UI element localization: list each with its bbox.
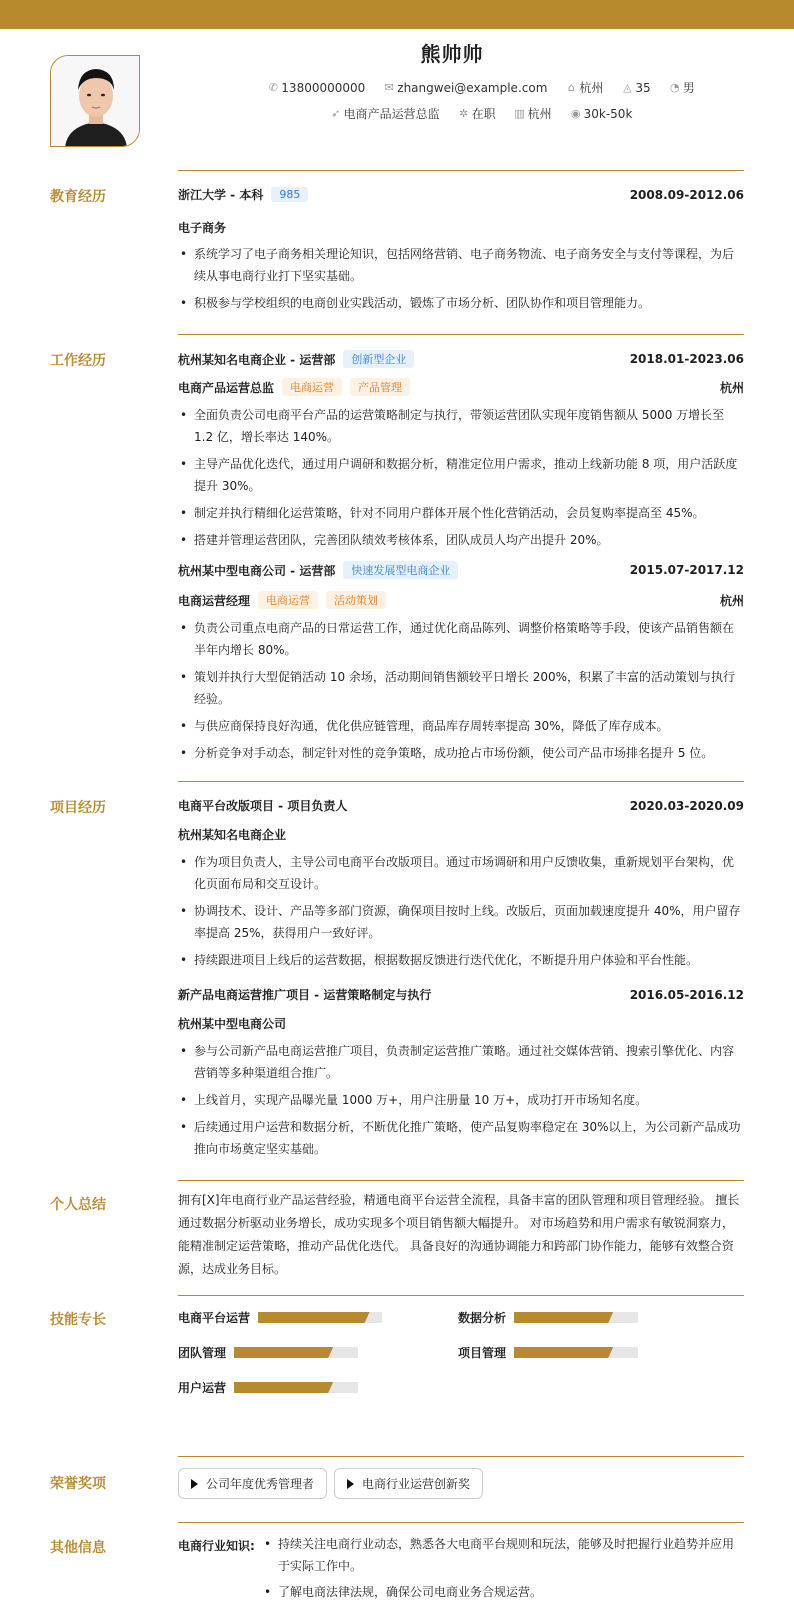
salary-item <box>570 107 633 121</box>
skill-tag: 电商运营 <box>282 378 342 396</box>
section-title-education: 教育经历 <box>50 189 106 205</box>
list-item: • 系统学习了电子商务相关理论知识，包括网络营销、电子商务物流、电子商务安全与支付等课程，为后续从事电商行业打下坚实基础。 <box>178 243 744 287</box>
status-item <box>458 105 496 122</box>
section-title-awards: 荣誉奖项 <box>50 1476 106 1492</box>
list-item: • 分析竞争对手动态，制定针对性的竞争策略，成功抢占市场份额，使公司产品市场排名提升 5 位。 <box>178 742 744 764</box>
work-bullets <box>178 404 744 556</box>
list-item: • 协调技术、设计、产品等多部门资源，确保项目按时上线。改版后，页面加载速度提升 40%，用户留存率提高 25%，获得用户一致好评。 <box>178 900 744 944</box>
award-chip <box>334 1468 483 1499</box>
job-intent-row <box>170 105 794 122</box>
skill-bar-fill <box>514 1347 613 1358</box>
work-date: 2015.07-2017.12 <box>629 563 744 577</box>
list-item: • 后续通过用户运营和数据分析，不断优化推广策略，使产品复购率稳定在 30%以上，为公司新产品成功推向市场奠定坚实基础。 <box>178 1116 744 1160</box>
company-name: 杭州某知名电商企业 - 运营部 <box>178 352 336 367</box>
list-item: • 积极参与学校组织的电商创业实践活动，锻炼了市场分析、团队协作和项目管理能力。 <box>178 292 744 314</box>
list-item: • 与供应商保持良好沟通，优化供应链管理，商品库存周转率提高 30%，降低了库存成本。 <box>178 715 744 737</box>
list-item: • 制定并执行精细化运营策略，针对不同用户群体开展个性化营销活动，会员复购率提高至 45%。 <box>178 502 744 524</box>
major: 电子商务 <box>178 221 227 235</box>
divider <box>178 1295 744 1296</box>
project-company: 杭州某知名电商企业 <box>178 828 287 842</box>
section-title-work: 工作经历 <box>50 353 106 369</box>
skill-bar-fill <box>234 1382 333 1393</box>
position-item <box>330 105 440 122</box>
list-item: • 策划并执行大型促销活动 10 余场，活动期间销售额较平日增长 200%，积累了丰富的活动策划与执行经验。 <box>178 666 744 710</box>
project-date: 2020.03-2020.09 <box>629 798 744 813</box>
project-bullets <box>178 1040 744 1165</box>
divider <box>178 781 744 782</box>
city-item <box>565 79 603 96</box>
education-bullets <box>178 243 744 319</box>
award-label: 电商行业运营创新奖 <box>362 1477 471 1491</box>
skill-tag: 活动策划 <box>326 591 386 609</box>
target-city-text: 杭州 <box>527 107 552 121</box>
list-item: • 了解电商法律法规，确保公司电商业务合规运营。 <box>264 1581 744 1603</box>
skill-name: 团队管理 <box>178 1346 227 1360</box>
project-header <box>178 986 744 1003</box>
divider <box>178 1456 744 1457</box>
role-title: 电商运营经理 <box>178 593 251 608</box>
mail-icon: ✉ <box>384 80 394 94</box>
skill-item <box>458 1344 638 1361</box>
skill-tag: 产品管理 <box>350 378 410 396</box>
work-role-row <box>178 591 744 609</box>
project-date: 2016.05-2016.12 <box>629 987 744 1002</box>
avatar <box>50 55 140 147</box>
skill-bar <box>514 1347 638 1358</box>
top-accent-bar <box>0 0 794 29</box>
gender-item <box>669 79 695 96</box>
gear-icon: ✲ <box>458 106 469 120</box>
skill-bar-fill <box>258 1312 370 1323</box>
email-text: zhangwei@example.com <box>397 80 548 95</box>
cake-icon: ◬ <box>623 80 632 94</box>
skill-bar <box>258 1312 382 1323</box>
work-header <box>178 350 744 368</box>
list-item: • 全面负责公司电商平台产品的运营策略制定与执行，带领运营团队实现年度销售额从 5000 万增长至 1.2 亿，增长率达 140%。 <box>178 404 744 448</box>
skill-bar <box>234 1347 358 1358</box>
school-tag: 985 <box>271 187 308 202</box>
section-title-summary: 个人总结 <box>50 1197 106 1213</box>
work-role-row <box>178 378 744 396</box>
skill-bar-fill <box>514 1312 613 1323</box>
position-text: 电商产品运营总监 <box>343 107 440 121</box>
other-label: 电商行业知识: <box>178 1539 255 1553</box>
age-item <box>621 81 650 95</box>
skill-name: 数据分析 <box>458 1311 507 1325</box>
company-name: 杭州某中型电商公司 - 运营部 <box>178 563 336 578</box>
skill-name: 项目管理 <box>458 1346 507 1360</box>
list-item: • 持续关注电商行业动态，熟悉各大电商平台规则和玩法，能够及时把握行业趋势并应用于实际工作中。 <box>264 1533 744 1577</box>
list-item: • 作为项目负责人，主导公司电商平台改版项目。通过市场调研和用户反馈收集，重新规划平台架构，优化页面布局和交互设计。 <box>178 851 744 895</box>
education-date: 2008.09-2012.06 <box>629 187 744 202</box>
award-label: 公司年度优秀管理者 <box>206 1477 315 1491</box>
school-name: 浙江大学 - 本科 <box>178 188 264 202</box>
play-icon <box>191 1479 198 1489</box>
divider <box>178 1522 744 1523</box>
status-text: 在职 <box>471 107 496 121</box>
skill-item <box>178 1379 358 1396</box>
email-item <box>383 81 547 95</box>
list-item: • 搭建并管理运营团队，完善团队绩效考核体系，团队成员人均产出提升 20%。 <box>178 529 744 551</box>
section-title-other: 其他信息 <box>50 1540 106 1556</box>
coin-icon: ◉ <box>570 106 581 120</box>
award-chip <box>178 1468 327 1499</box>
project-title: 新产品电商运营推广项目 - 运营策略制定与执行 <box>178 988 432 1002</box>
contact-row <box>170 79 794 96</box>
company-tag: 创新型企业 <box>343 350 414 368</box>
building-icon: ▥ <box>514 106 525 120</box>
work-date: 2018.01-2023.06 <box>629 352 744 366</box>
skill-item <box>458 1309 638 1326</box>
gender-icon: ◔ <box>669 80 680 94</box>
education-header <box>178 186 744 203</box>
target-city-item <box>514 105 552 122</box>
divider <box>178 170 744 171</box>
city-text: 杭州 <box>579 81 604 95</box>
skill-bar <box>234 1382 358 1393</box>
section-title-project: 项目经历 <box>50 800 106 816</box>
gender-text: 男 <box>682 81 695 95</box>
list-item: • 持续跟进项目上线后的运营数据，根据数据反馈进行迭代优化，不断提升用户体验和平台性能。 <box>178 949 744 971</box>
divider <box>178 1180 744 1181</box>
skill-item <box>178 1309 382 1326</box>
project-company: 杭州某中型电商公司 <box>178 1017 287 1031</box>
list-item: • 上线首月，实现产品曝光量 1000 万+，用户注册量 10 万+，成功打开市场知名度。 <box>178 1089 744 1111</box>
summary-text: 拥有[X]年电商行业产品运营经验，精通电商平台运营全流程，具备丰富的团队管理和项目管理经验。 擅长通过数据分析驱动业务增长，成功实现多个项目销售额大幅提升。 对市场趋势和用户需求有敏锐洞察力，能精准制定运营策略，推动产品优化迭代。 具备良好的沟通协调能力和跨部门协作能力，能够有效整合资源，达成业务目标。 <box>178 1193 740 1276</box>
home-icon: ⌂ <box>567 80 575 94</box>
company-tag: 快速发展型电商企业 <box>343 561 458 579</box>
work-city: 杭州 <box>719 593 744 608</box>
phone-item <box>267 81 365 95</box>
project-header <box>178 797 744 814</box>
list-item: • 主导产品优化迭代，通过用户调研和数据分析，精准定位用户需求，推动上线新功能 8 项，用户活跃度提升 30%。 <box>178 453 744 497</box>
work-bullets <box>178 617 744 769</box>
work-header <box>178 561 744 579</box>
divider <box>178 334 744 335</box>
role-title: 电商产品运营总监 <box>178 380 275 395</box>
skill-bar <box>514 1312 638 1323</box>
phone-icon: ✆ <box>268 80 278 94</box>
list-item: • 负责公司重点电商产品的日常运营工作，通过优化商品陈列、调整价格策略等手段，使该产品销售额在半年内增长 80%。 <box>178 617 744 661</box>
play-icon <box>347 1479 354 1489</box>
send-icon: ➶ <box>330 106 341 120</box>
project-title: 电商平台改版项目 - 项目负责人 <box>178 799 348 813</box>
list-item: • 参与公司新产品电商运营推广项目，负责制定运营推广策略。通过社交媒体营销、搜索引擎优化、内容营销等多种渠道组合推广。 <box>178 1040 744 1084</box>
work-city: 杭州 <box>719 380 744 395</box>
salary-text: 30k-50k <box>583 106 633 121</box>
skill-item <box>178 1344 358 1361</box>
age-text: 35 <box>635 80 651 95</box>
skill-name: 用户运营 <box>178 1381 227 1395</box>
skill-bar-fill <box>234 1347 333 1358</box>
candidate-name: 熊帅帅 <box>420 42 484 66</box>
section-title-skills: 技能专长 <box>50 1312 106 1328</box>
project-bullets <box>178 851 744 976</box>
phone-text: 13800000000 <box>281 80 366 95</box>
skill-name: 电商平台运营 <box>178 1311 251 1325</box>
other-bullets <box>264 1533 744 1607</box>
skill-tag: 电商运营 <box>258 591 318 609</box>
